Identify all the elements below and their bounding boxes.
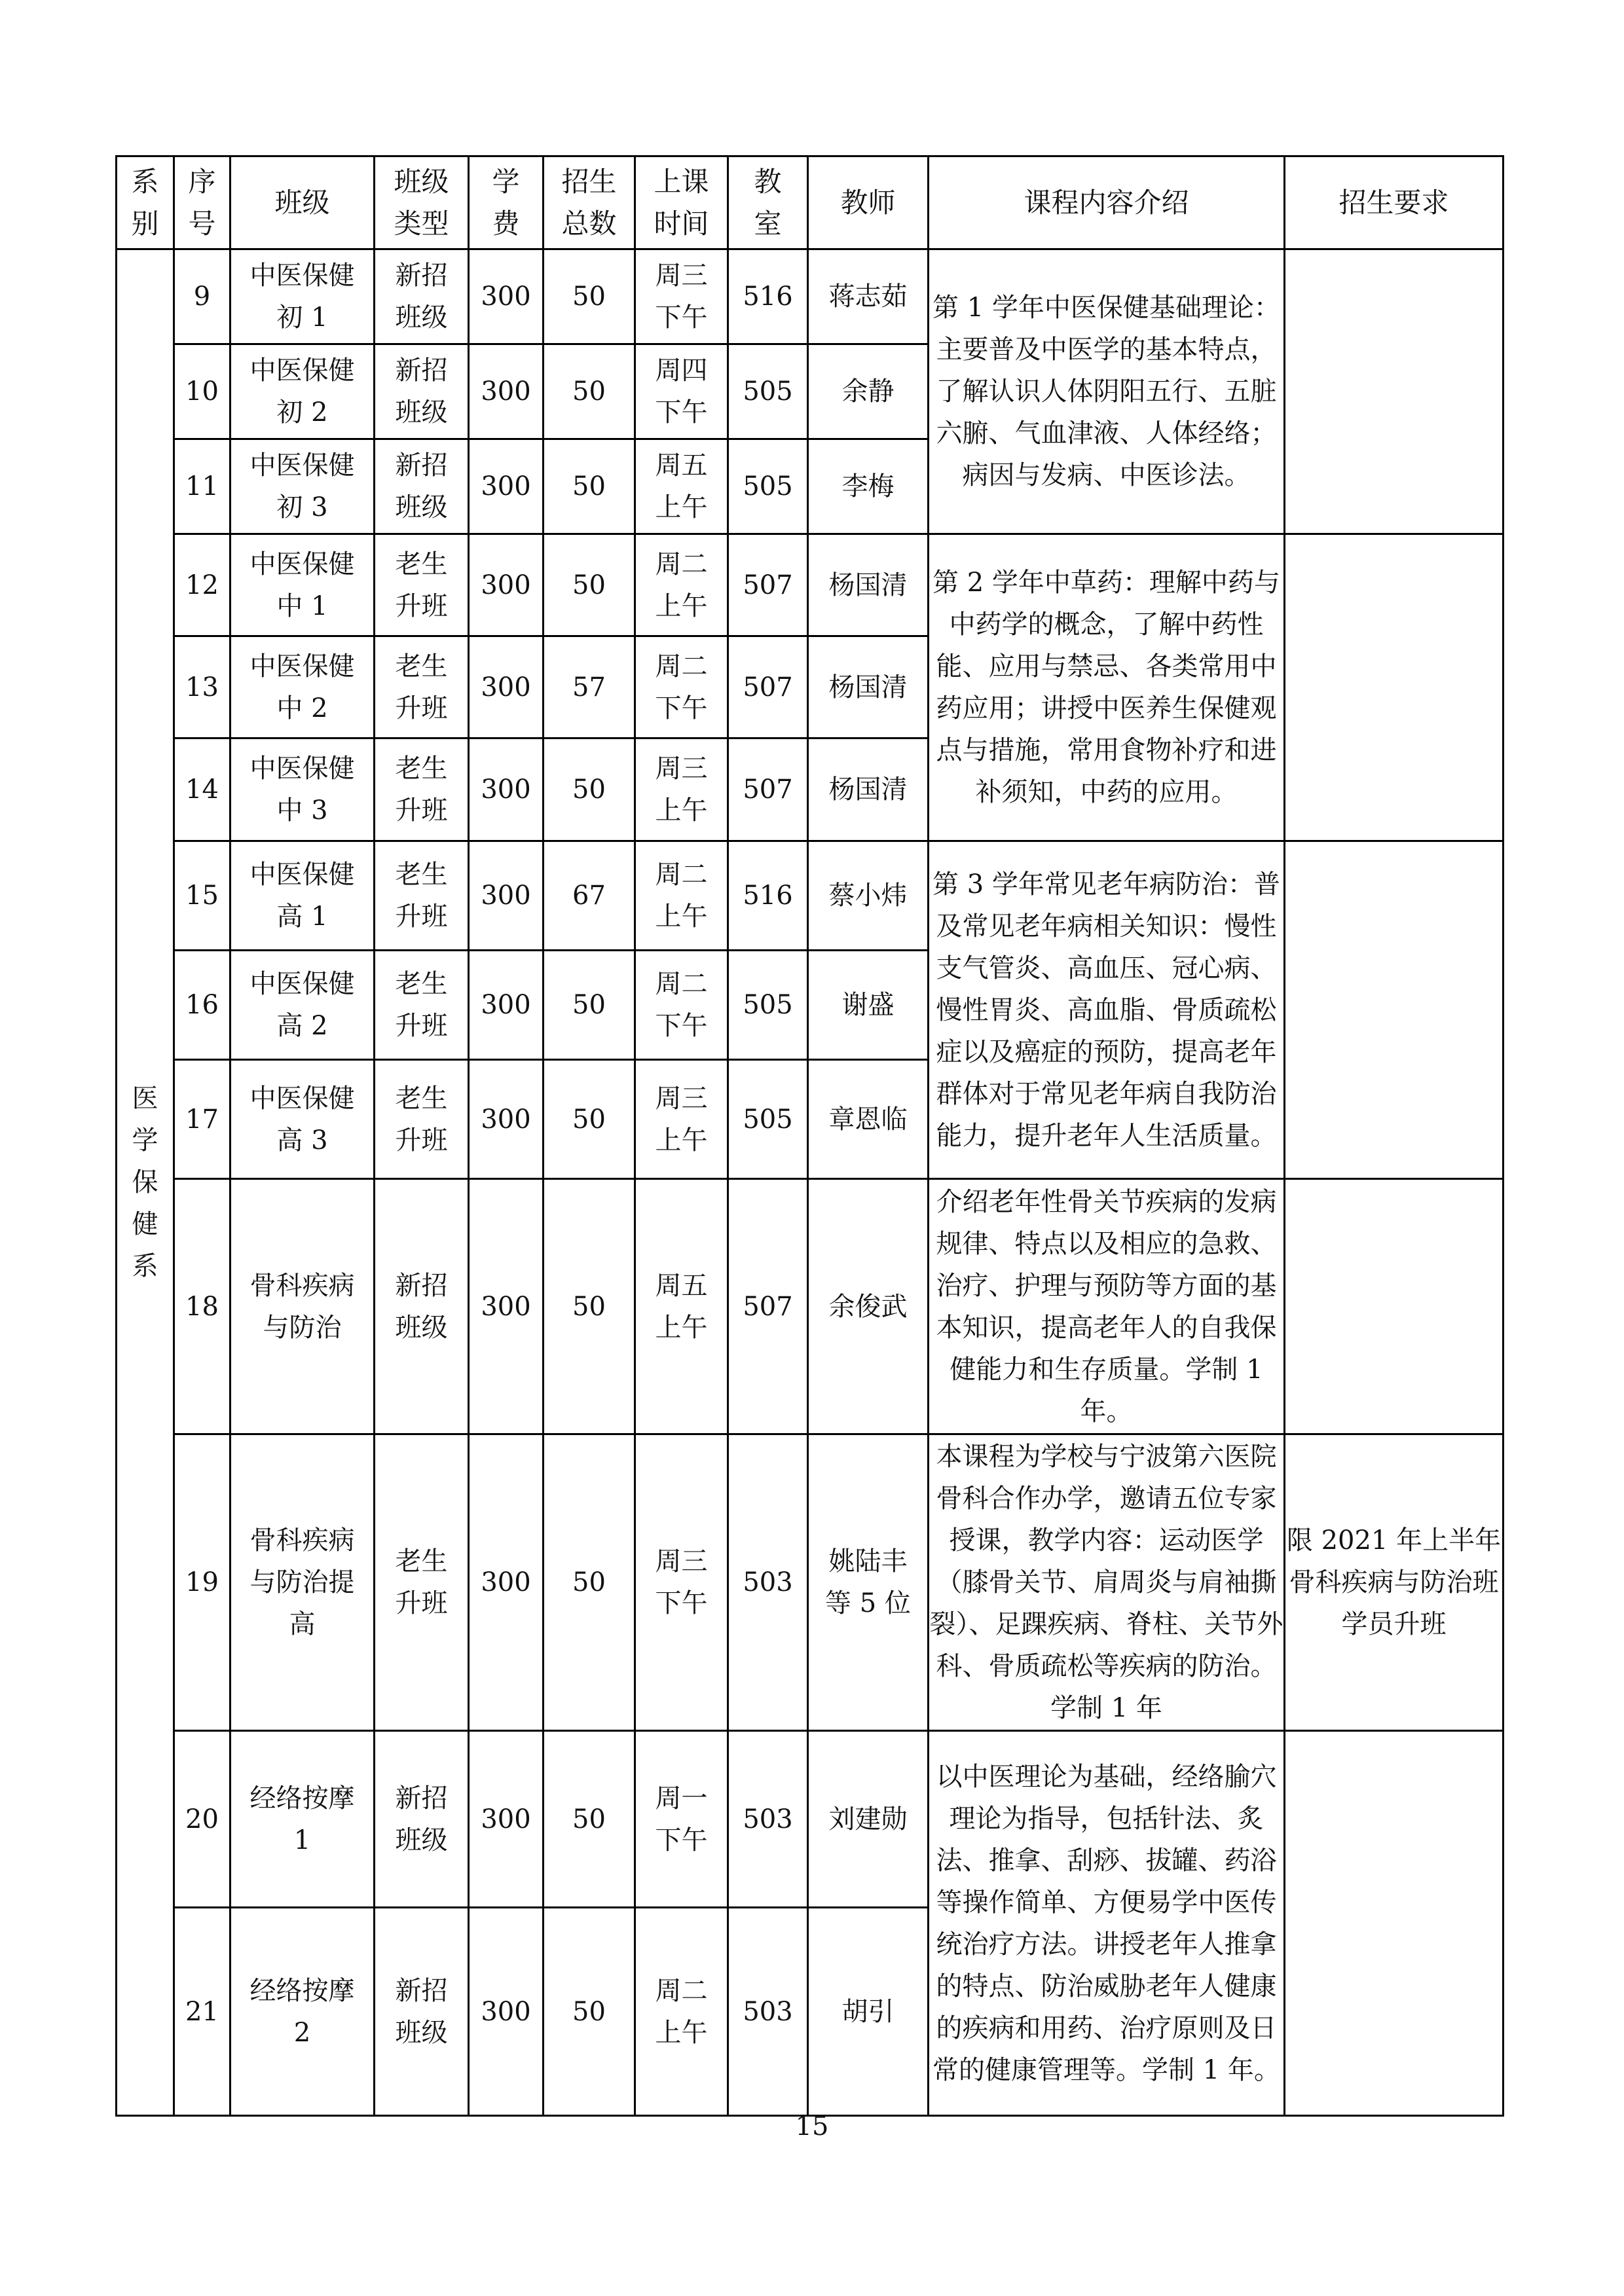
row-quota: 50 [544, 951, 635, 1060]
page-number: 15 [795, 2111, 829, 2141]
row-fee: 300 [469, 534, 544, 636]
row-class-name: 中医保健高 3 [231, 1060, 375, 1179]
row-quota: 50 [544, 1731, 635, 1908]
row-class-name: 骨科疾病与防治 [231, 1179, 375, 1434]
row-time: 周三下午 [635, 249, 728, 344]
row-no: 17 [174, 1060, 231, 1179]
header-time: 上课时间 [635, 156, 728, 249]
row-class-type: 老生升班 [375, 841, 469, 951]
header-no: 序号 [174, 156, 231, 249]
row-fee: 300 [469, 1434, 544, 1731]
row-class-name: 中医保健初 1 [231, 249, 375, 344]
header-content: 课程内容介绍 [929, 156, 1285, 249]
row-class-type: 老生升班 [375, 636, 469, 738]
row-class-type: 新招班级 [375, 1731, 469, 1908]
row-teacher: 谢盛 [808, 951, 929, 1060]
table-row [117, 841, 1504, 951]
row-quota: 50 [544, 344, 635, 439]
row-fee: 300 [469, 951, 544, 1060]
requirement-cell [1285, 249, 1504, 534]
row-class-name: 中医保健高 2 [231, 951, 375, 1060]
row-quota: 57 [544, 636, 635, 738]
row-class-name: 中医保健初 3 [231, 439, 375, 534]
row-class-name: 骨科疾病与防治提高 [231, 1434, 375, 1731]
row-time: 周二上午 [635, 1908, 728, 2116]
table-row [117, 1179, 1504, 1434]
row-time: 周五上午 [635, 1179, 728, 1434]
row-no: 12 [174, 534, 231, 636]
row-class-name: 经络按摩 1 [231, 1731, 375, 1908]
row-no: 18 [174, 1179, 231, 1434]
row-room: 505 [728, 951, 808, 1060]
row-time: 周二下午 [635, 636, 728, 738]
row-time: 周三下午 [635, 1434, 728, 1731]
row-class-type: 新招班级 [375, 1908, 469, 2116]
row-quota: 50 [544, 534, 635, 636]
row-fee: 300 [469, 439, 544, 534]
header-room: 教室 [728, 156, 808, 249]
row-teacher: 杨国清 [808, 534, 929, 636]
header-quota: 招生总数 [544, 156, 635, 249]
row-time: 周三上午 [635, 738, 728, 841]
row-teacher: 李梅 [808, 439, 929, 534]
row-fee: 300 [469, 249, 544, 344]
course-description: 第 3 学年常见老年病防治：普及常见老年病相关知识：慢性支气管炎、高血压、冠心病、慢性胃炎、高血脂、骨质疏松症以及癌症的预防，提高老年群体对于常见老年病自我防治能力，提升老年人生活质量。 [929, 841, 1285, 1179]
row-class-type: 老生升班 [375, 951, 469, 1060]
row-time: 周二上午 [635, 841, 728, 951]
row-fee: 300 [469, 636, 544, 738]
requirement-cell [1285, 534, 1504, 841]
row-room: 503 [728, 1908, 808, 2116]
row-no: 13 [174, 636, 231, 738]
row-teacher: 刘建勋 [808, 1731, 929, 1908]
row-no: 15 [174, 841, 231, 951]
row-room: 516 [728, 841, 808, 951]
row-room: 505 [728, 439, 808, 534]
row-time: 周三上午 [635, 1060, 728, 1179]
row-time: 周二下午 [635, 951, 728, 1060]
row-fee: 300 [469, 738, 544, 841]
course-description: 介绍老年性骨关节疾病的发病规律、特点以及相应的急救、治疗、护理与预防等方面的基本知识，提高老年人的自我保健能力和生存质量。学制 1 年。 [929, 1179, 1285, 1434]
row-class-name: 中医保健高 1 [231, 841, 375, 951]
row-time: 周二上午 [635, 534, 728, 636]
row-room: 507 [728, 636, 808, 738]
row-no: 16 [174, 951, 231, 1060]
row-class-type: 新招班级 [375, 344, 469, 439]
row-quota: 50 [544, 738, 635, 841]
row-class-type: 新招班级 [375, 249, 469, 344]
course-description: 以中医理论为基础，经络腧穴理论为指导，包括针法、炙法、推拿、刮痧、拔罐、药浴等操作简单、方便易学中医传统治疗方法。讲授老年人推拿的特点、防治威胁老年人健康的疾病和用药、治疗原则及日常的健康管理等。学制 1 年。 [929, 1731, 1285, 2116]
row-teacher: 余静 [808, 344, 929, 439]
row-fee: 300 [469, 1060, 544, 1179]
row-class-type: 新招班级 [375, 1179, 469, 1434]
row-room: 507 [728, 534, 808, 636]
course-table [115, 155, 1504, 2117]
row-class-type: 老生升班 [375, 738, 469, 841]
row-teacher: 蔡小炜 [808, 841, 929, 951]
row-fee: 300 [469, 1731, 544, 1908]
row-no: 11 [174, 439, 231, 534]
course-description: 第 1 学年中医保健基础理论：主要普及中医学的基本特点，了解认识人体阴阳五行、五脏六腑、气血津液、人体经络；病因与发病、中医诊法。 [929, 249, 1285, 534]
row-fee: 300 [469, 344, 544, 439]
row-class-type: 老生升班 [375, 1434, 469, 1731]
row-teacher: 余俊武 [808, 1179, 929, 1434]
row-quota: 50 [544, 249, 635, 344]
row-fee: 300 [469, 1908, 544, 2116]
header-fee: 学费 [469, 156, 544, 249]
course-description: 第 2 学年中草药：理解中药与中药学的概念，了解中药性能、应用与禁忌、各类常用中药应用；讲授中医养生保健观点与措施，常用食物补疗和进补须知，中药的应用。 [929, 534, 1285, 841]
row-class-type: 新招班级 [375, 439, 469, 534]
row-class-name: 中医保健中 2 [231, 636, 375, 738]
row-teacher: 章恩临 [808, 1060, 929, 1179]
requirement-cell [1285, 1731, 1504, 2116]
table-row [117, 1434, 1504, 1731]
row-no: 14 [174, 738, 231, 841]
header-requirement: 招生要求 [1285, 156, 1504, 249]
row-time: 周五上午 [635, 439, 728, 534]
row-class-type: 老生升班 [375, 1060, 469, 1179]
row-no: 21 [174, 1908, 231, 2116]
table-row [117, 534, 1504, 636]
row-room: 503 [728, 1434, 808, 1731]
row-room: 516 [728, 249, 808, 344]
header-row [117, 156, 1504, 249]
row-class-type: 老生升班 [375, 534, 469, 636]
row-room: 507 [728, 1179, 808, 1434]
row-no: 9 [174, 249, 231, 344]
header-teacher: 教师 [808, 156, 929, 249]
course-description: 本课程为学校与宁波第六医院骨科合作办学，邀请五位专家授课，教学内容：运动医学（膝骨关节、肩周炎与肩袖撕裂）、足踝疾病、脊柱、关节外科、骨质疏松等疾病的防治。学制 1 年 [929, 1434, 1285, 1731]
row-teacher: 姚陆丰等 5 位 [808, 1434, 929, 1731]
table-row [117, 249, 1504, 344]
row-time: 周一下午 [635, 1731, 728, 1908]
row-class-name: 经络按摩 2 [231, 1908, 375, 2116]
department-cell: 医学保健系 [117, 249, 174, 2116]
row-quota: 50 [544, 439, 635, 534]
requirement-cell [1285, 1179, 1504, 1434]
row-fee: 300 [469, 1179, 544, 1434]
header-class-type: 班级类型 [375, 156, 469, 249]
row-quota: 50 [544, 1060, 635, 1179]
row-no: 10 [174, 344, 231, 439]
row-room: 507 [728, 738, 808, 841]
row-teacher: 胡引 [808, 1908, 929, 2116]
row-quota: 50 [544, 1434, 635, 1731]
row-room: 505 [728, 344, 808, 439]
row-class-name: 中医保健初 2 [231, 344, 375, 439]
header-class-name: 班级 [231, 156, 375, 249]
row-class-name: 中医保健中 1 [231, 534, 375, 636]
row-room: 503 [728, 1731, 808, 1908]
header-dept: 系别 [117, 156, 174, 249]
row-quota: 50 [544, 1179, 635, 1434]
row-teacher: 蒋志茹 [808, 249, 929, 344]
row-no: 20 [174, 1731, 231, 1908]
requirement-cell [1285, 841, 1504, 1179]
row-fee: 300 [469, 841, 544, 951]
row-time: 周四下午 [635, 344, 728, 439]
row-room: 505 [728, 1060, 808, 1179]
row-no: 19 [174, 1434, 231, 1731]
row-quota: 67 [544, 841, 635, 951]
table-row [117, 1731, 1504, 1908]
row-class-name: 中医保健中 3 [231, 738, 375, 841]
requirement-cell: 限 2021 年上半年骨科疾病与防治班学员升班 [1285, 1434, 1504, 1731]
row-teacher: 杨国清 [808, 738, 929, 841]
row-teacher: 杨国清 [808, 636, 929, 738]
row-quota: 50 [544, 1908, 635, 2116]
